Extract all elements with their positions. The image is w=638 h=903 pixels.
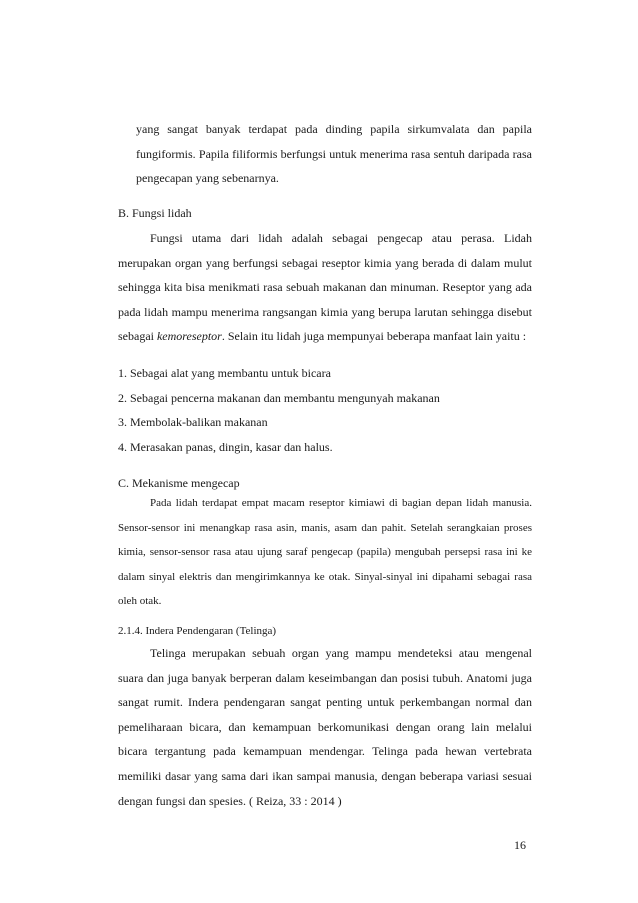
paragraph-indera-pendengaran [118,641,532,813]
heading-indera-pendengaran: 2.1.4. Indera Pendengaran (Telinga) [118,625,277,637]
paragraph-continuation: yang sangat banyak terdapat pada dinding papila sirkumvalata dan papila fungiformis. Papila filiformis berfungsi untuk menerima rasa sentuh daripada rasa pengecapan yang sebenarnya. [136,122,532,186]
page-number: 16 [514,838,526,852]
fungsi-lidah-list [118,361,440,459]
paragraph-fungsi-lidah [118,226,532,349]
heading-mekanisme-mengecap: C. Mekanisme mengecap [118,476,240,490]
paragraph-mekanisme [118,491,532,614]
paragraph-indera-pendengaran-text: Telinga merupakan sebuah organ yang mampu mendeteksi atau mengenal suara dan juga banyak berperan dalam keseimbangan dan posisi tubuh. Anatomi juga sangat rumit. Indera pendengaran sangat penting untuk perkembangan normal dan pemeliharaan bicara, dan kemampuan berkomunikasi dengan orang lain melalui bicara tergantung pada kemampuan mendengar. Telinga pada hewan vertebrata memiliki dasar yang sama dari ikan sampai manusia, dengan beberapa variasi sesuai dengan fungsi dan spesies. ( Reiza, 33 : 2014 ) [118,646,532,808]
list-item: 2. Sebagai pencerna makanan dan membantu mengunyah makanan [118,390,440,405]
list-item: 3. Membolak-balikan makanan [118,415,268,430]
list-item: 1. Sebagai alat yang membantu untuk bicara [118,366,331,380]
list-item: 4. Merasakan panas, dingin, kasar dan halus. [118,439,333,454]
term-kemoreseptor: kemoreseptor [156,329,222,344]
paragraph-fungsi-lidah-end: . Selain itu lidah juga mempunyai beberapa manfaat lain yaitu : [221,329,527,344]
paragraph-mekanisme-text: Pada lidah terdapat empat macam reseptor kimiawi di bagian depan lidah manusia. Sensor-sensor ini menangkap rasa asin, manis, asam dan pahit. Setelah serangkaian proses kimia, sensor-sensor rasa atau ujung saraf pengecap (papila) mengubah persepsi rasa ini ke dalam sinyal elektris dan mengirimkannya ke otak. Sinyal-sinyal ini dipahami sebagai rasa oleh otak. [118,497,532,607]
paragraph-fungsi-lidah-text: Fungsi utama dari lidah adalah sebagai pengecap atau perasa. Lidah merupakan organ yang berfungsi sebagai reseptor kimia yang berada di dalam mulut sehingga kita bisa menikmati rasa sebuah makanan dan minuman. Reseptor yang ada pada lidah mampu menerima rangsangan kimia yang berupa larutan sehingga disebut sebagai [118,231,532,344]
heading-fungsi-lidah: B. Fungsi lidah [118,206,192,220]
